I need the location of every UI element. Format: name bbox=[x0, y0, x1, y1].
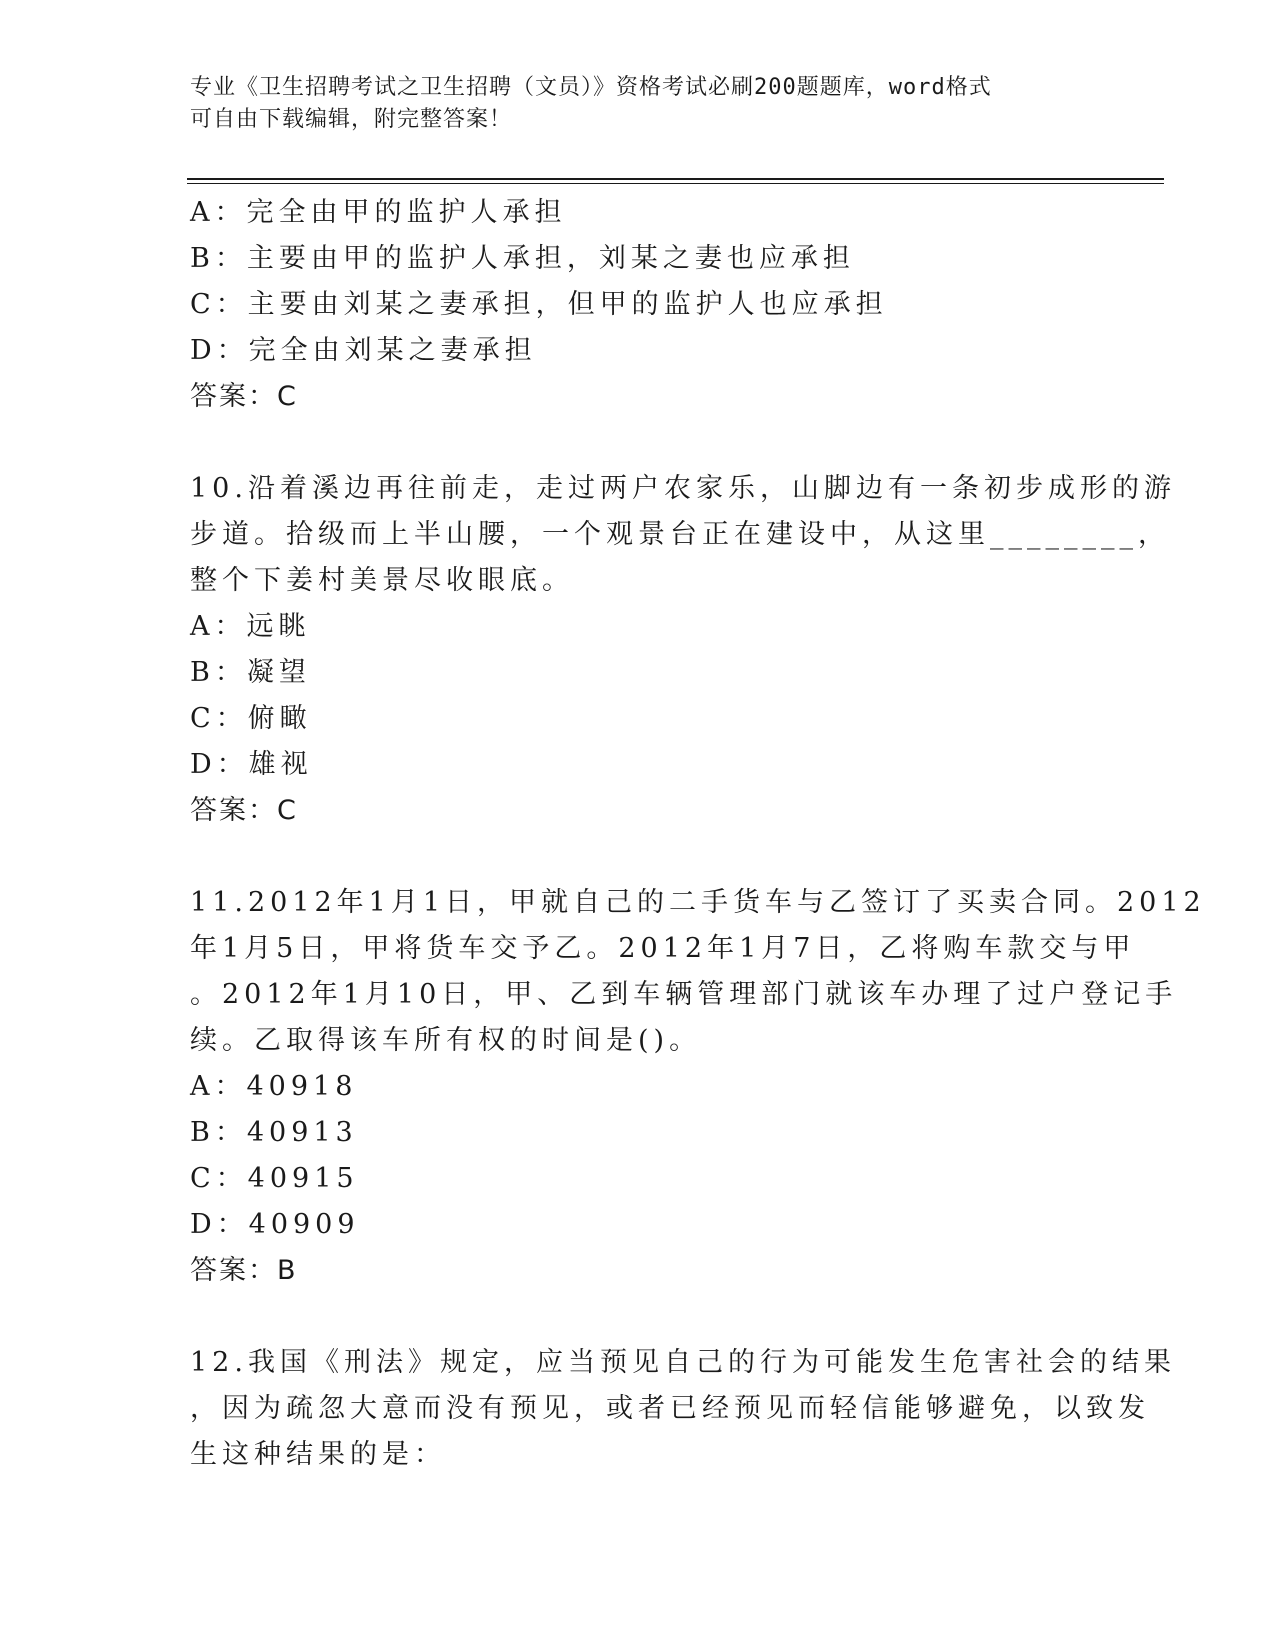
question-9-block bbox=[190, 190, 1090, 420]
option-d: D：40909 bbox=[190, 1209, 360, 1240]
question-11-block bbox=[190, 880, 1206, 1294]
answer-label: 答案：B bbox=[190, 1255, 298, 1286]
option-c: C：主要由刘某之妻承担，但甲的监护人也应承担 bbox=[190, 289, 888, 320]
option-d: D：完全由刘某之妻承担 bbox=[190, 335, 537, 366]
question-line: 11.2012年1月1日，甲就自己的二手货车与乙签订了买卖合同。2012 bbox=[190, 887, 1206, 918]
answer-label: 答案：C bbox=[190, 381, 298, 412]
option-d: D：雄视 bbox=[190, 749, 313, 780]
question-text bbox=[190, 880, 1206, 1064]
option-a: A：远眺 bbox=[190, 611, 311, 642]
option-b: B：凝望 bbox=[190, 657, 311, 688]
question-line: 生这种结果的是： bbox=[190, 1439, 446, 1470]
question-line: 。2012年1月10日，甲、乙到车辆管理部门就该车办理了过户登记手 bbox=[190, 979, 1178, 1010]
option-c: C：40915 bbox=[190, 1163, 359, 1194]
header-divider-thick bbox=[187, 178, 1164, 180]
option-b: B：主要由甲的监护人承担，刘某之妻也应承担 bbox=[190, 243, 855, 274]
question-12-block bbox=[190, 1340, 1176, 1478]
answer-label: 答案：C bbox=[190, 795, 298, 826]
question-10-block bbox=[190, 466, 1176, 834]
question-line: 步道。拾级而上半山腰，一个观景台正在建设中，从这里________， bbox=[190, 519, 1170, 550]
question-line: 整个下姜村美景尽收眼底。 bbox=[190, 565, 574, 596]
header-divider-thin bbox=[187, 183, 1164, 184]
page-header bbox=[190, 72, 1090, 136]
header-line-1: 专业《卫生招聘考试之卫生招聘（文员）》资格考试必刷200题题库，word格式 bbox=[190, 75, 992, 100]
question-line: 12.我国《刑法》规定，应当预见自己的行为可能发生危害社会的结果 bbox=[190, 1347, 1176, 1378]
question-text bbox=[190, 1340, 1176, 1478]
header-line-2: 可自由下载编辑，附完整答案！ bbox=[190, 107, 513, 132]
option-a: A：完全由甲的监护人承担 bbox=[190, 197, 567, 228]
option-c: C：俯瞰 bbox=[190, 703, 312, 734]
question-line: 续。乙取得该车所有权的时间是()。 bbox=[190, 1025, 702, 1056]
option-b: B：40913 bbox=[190, 1117, 358, 1148]
question-text bbox=[190, 466, 1176, 604]
option-a: A：40918 bbox=[190, 1071, 358, 1102]
question-line: ，因为疏忽大意而没有预见，或者已经预见而轻信能够避免，以致发 bbox=[190, 1393, 1150, 1424]
question-content bbox=[190, 190, 1206, 1478]
question-line: 10.沿着溪边再往前走，走过两户农家乐，山脚边有一条初步成形的游 bbox=[190, 473, 1176, 504]
question-line: 年1月5日，甲将货车交予乙。2012年1月7日，乙将购车款交与甲 bbox=[190, 933, 1136, 964]
